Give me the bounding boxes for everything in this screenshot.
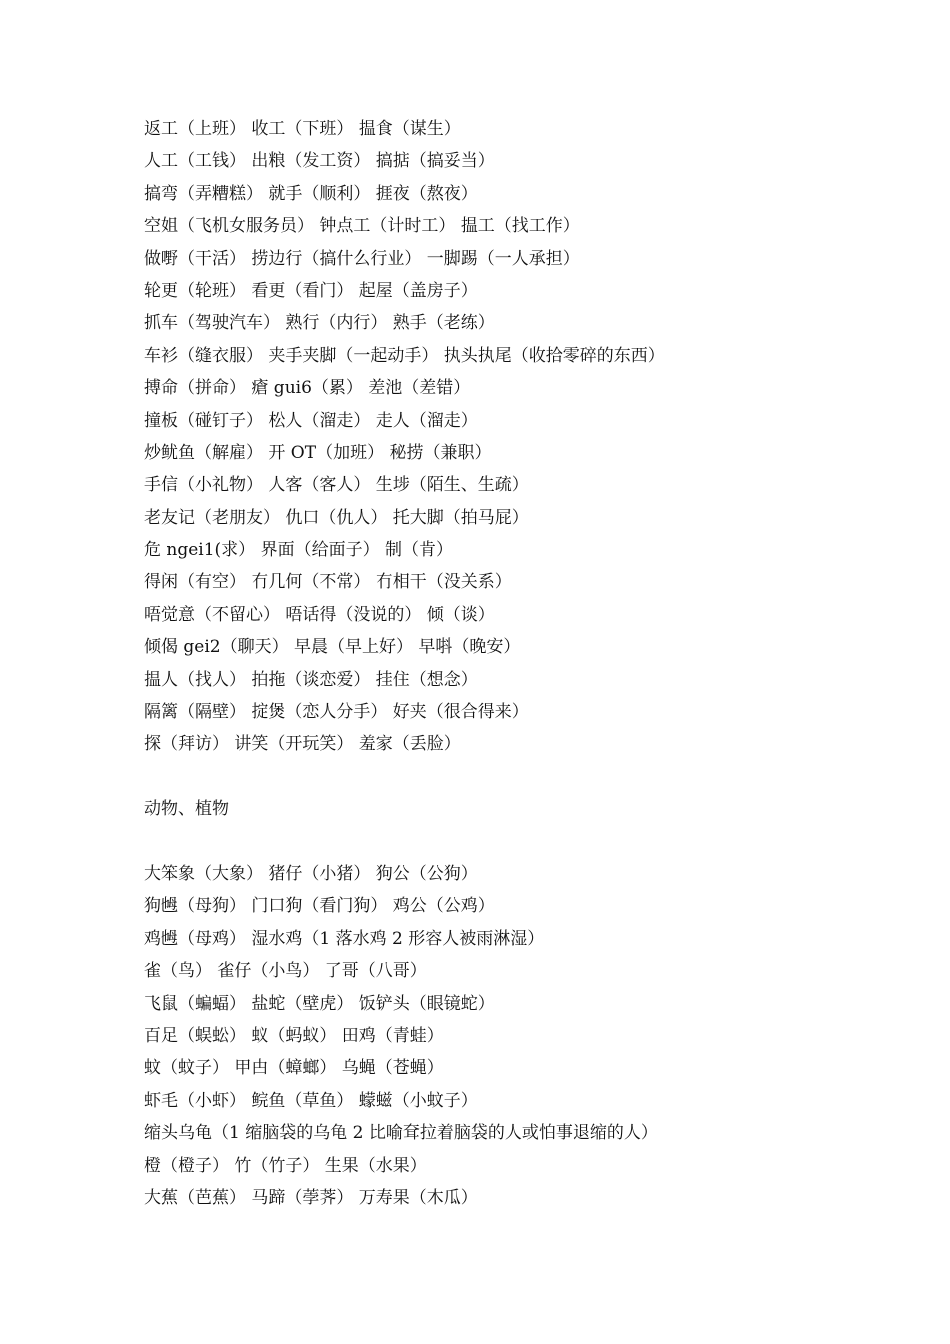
vocab-line: 狗乸（母狗） 门口狗（看门狗） 鸡公（公鸡） [144,896,495,917]
vocab-line: 雀（鸟） 雀仔（小鸟） 了哥（八哥） [144,961,427,982]
vocab-line: 唔觉意（不留心） 唔话得（没说的） 倾（谈） [144,604,495,625]
vocab-line: 搞弯（弄糟糕） 就手（顺利） 捱夜（熬夜） [144,183,478,204]
section-work-life [144,113,864,761]
vocab-line: 手信（小礼物） 人客（客人） 生埗（陌生、生疏） [144,475,529,496]
vocab-line: 返工（上班） 收工（下班） 揾食（谋生） [144,119,461,139]
vocab-line: 做嘢（干活） 捞边行（搞什么行业） 一脚踢（一人承担） [144,248,580,269]
section-heading-animals-plants: 动物、植物 [144,799,229,820]
vocab-line: 飞鼠（蝙蝠） 盐蛇（壁虎） 饭铲头（眼镜蛇） [144,993,495,1014]
vocab-line: 炒鱿鱼（解雇） 开 OT（加班） 秘捞（兼职） [144,442,492,463]
vocab-line: 蚊（蚊子） 甲甴（蟑螂） 乌蝇（苍蝇） [144,1058,444,1079]
vocab-line: 橙（橙子） 竹（竹子） 生果（水果） [144,1155,427,1176]
vocab-line: 得闲（有空） 冇几何（不常） 冇相干（没关系） [144,572,512,593]
vocab-line: 探（拜访） 讲笑（开玩笑） 羞家（丢脸） [144,734,461,755]
vocab-line: 虾毛（小虾） 鲩鱼（草鱼） 蠓螆（小蚊子） [144,1090,478,1111]
vocab-line: 大笨象（大象） 猪仔（小猪） 狗公（公狗） [144,863,478,884]
vocab-line: 人工（工钱） 出粮（发工资） 搞掂（搞妥当） [144,151,495,172]
vocab-line: 倾偈 gei2（聊天） 早晨（早上好） 早唞（晚安） [144,637,521,658]
document-body [144,113,864,1214]
vocab-line: 车衫（缝衣服） 夹手夹脚（一起动手） 执头执尾（收拾零碎的东西） [144,345,665,366]
section-animals-plants [144,858,864,1214]
vocab-line: 空姐（飞机女服务员） 钟点工（计时工） 揾工（找工作） [144,216,580,237]
vocab-line: 大蕉（芭蕉） 马蹄（荸荠） 万寿果（木瓜） [144,1187,478,1208]
vocab-line: 百足（蜈蚣） 蚁（蚂蚁） 田鸡（青蛙） [144,1025,444,1046]
vocab-line: 鸡乸（母鸡） 湿水鸡（1 落水鸡 2 形容人被雨淋湿） [144,928,545,949]
vocab-line: 揾人（找人） 拍拖（谈恋爱） 挂住（想念） [144,669,478,690]
vocab-line: 轮更（轮班） 看更（看门） 起屋（盖房子） [144,280,478,301]
vocab-line: 抓车（驾驶汽车） 熟行（内行） 熟手（老练） [144,313,495,334]
vocab-line: 老友记（老朋友） 仇口（仇人） 托大脚（拍马屁） [144,507,529,528]
vocab-line: 撞板（碰钉子） 松人（溜走） 走人（溜走） [144,410,478,431]
vocab-line: 搏命（拼命） 瘡 gui6（累） 差池（差错） [144,378,471,399]
vocab-line: 隔篱（隔壁） 掟煲（恋人分手） 好夹（很合得来） [144,702,529,723]
vocab-line: 缩头乌龟（1 缩脑袋的乌龟 2 比喻耷拉着脑袋的人或怕事退缩的人） [144,1123,658,1144]
vocab-line: 危 ngei1(求） 界面（给面子） 制（肯） [144,540,453,561]
